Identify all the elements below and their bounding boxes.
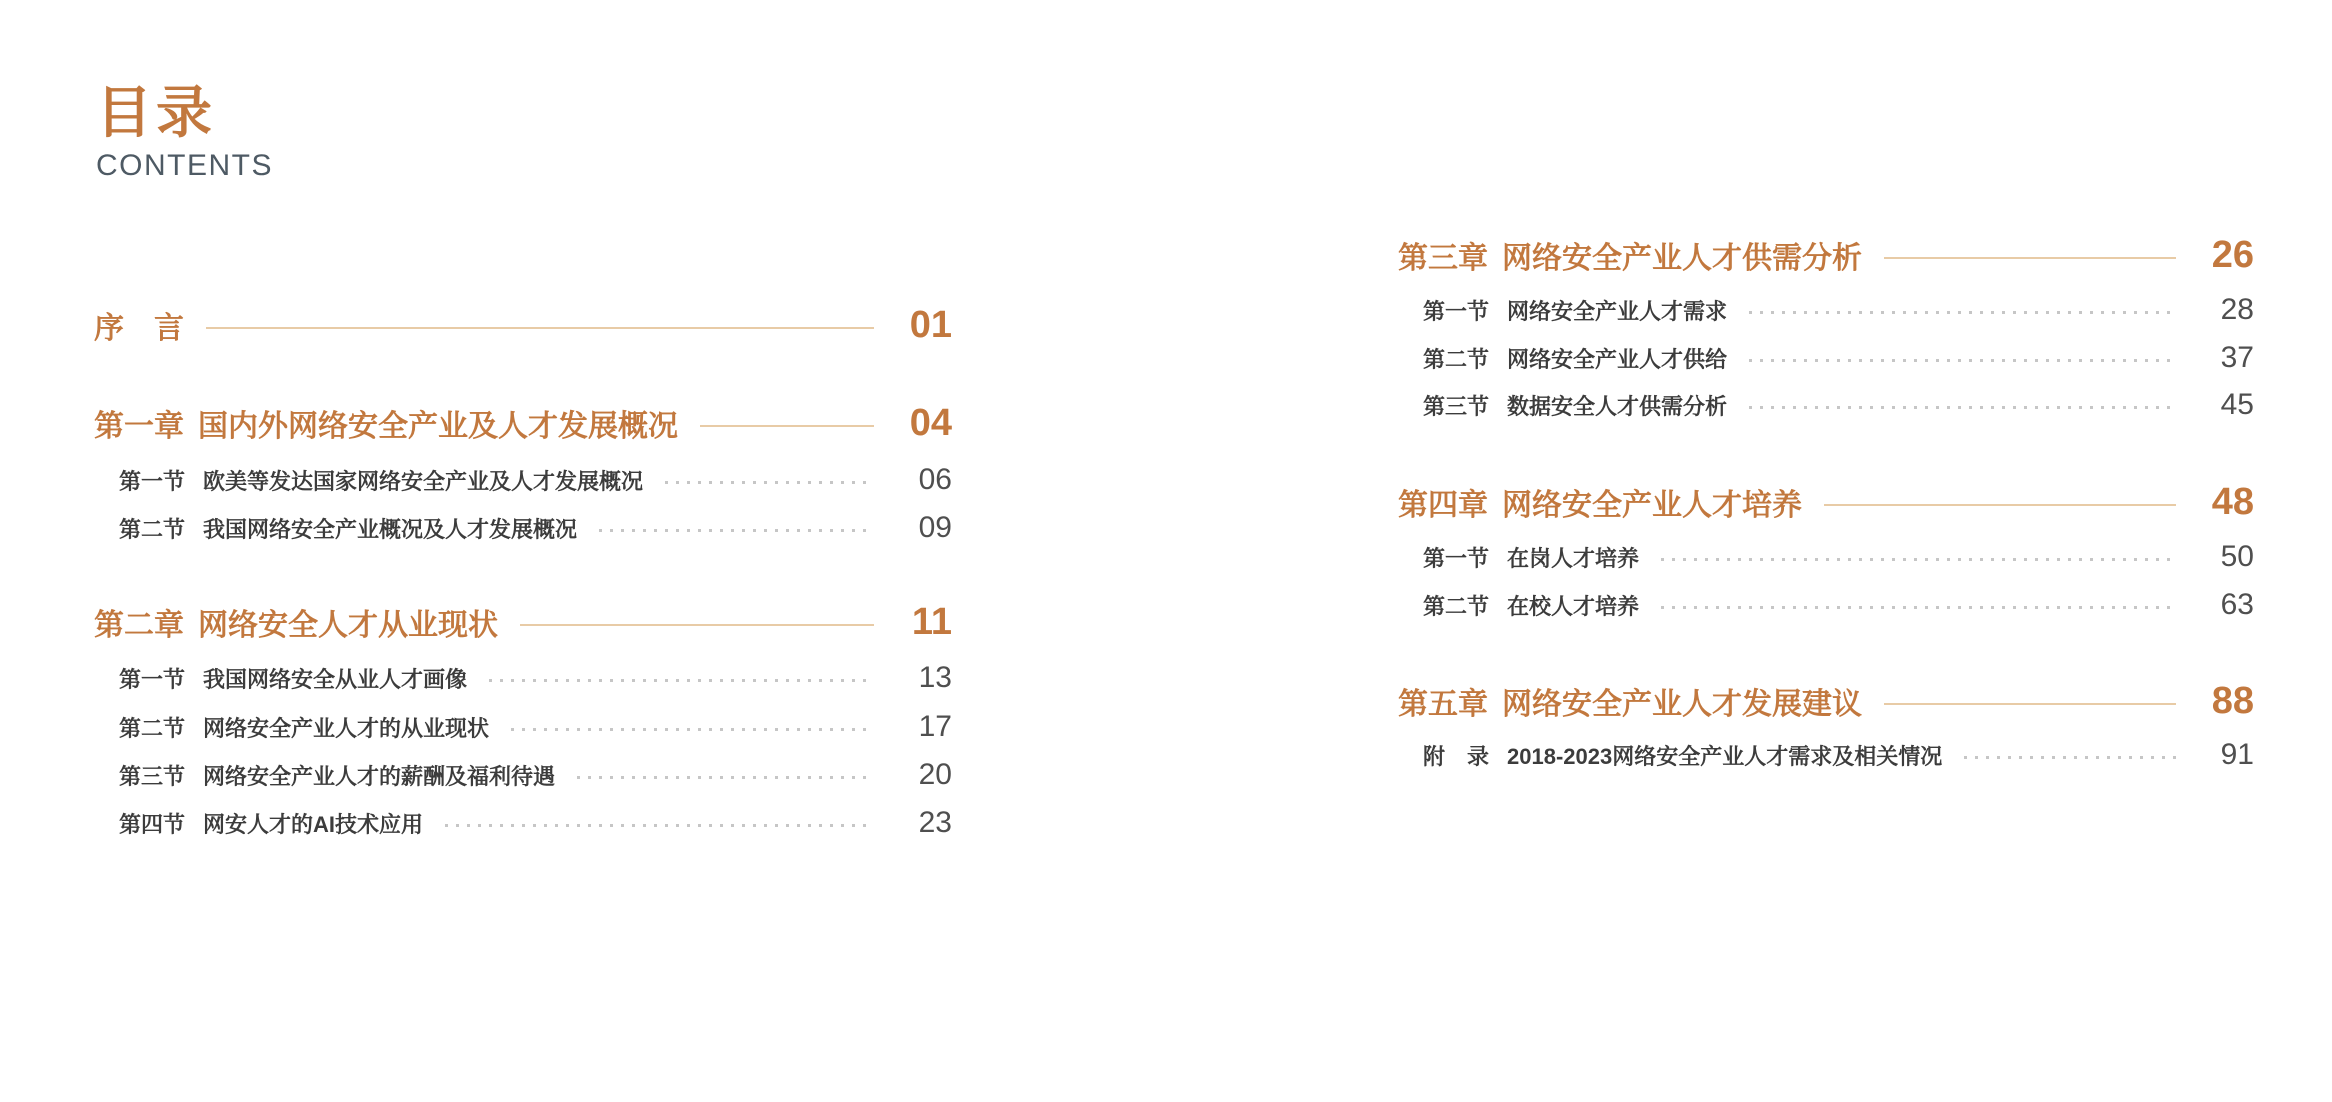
toc-entry-ch3-sec3[interactable] [1423, 388, 2254, 422]
chapter-label: 第三章 [1398, 242, 1488, 275]
section-title: 网络安全产业人才的从业现状 [203, 715, 490, 741]
chapter-label: 第五章 [1398, 688, 1488, 721]
section-label: 第三节 [119, 763, 186, 789]
leader-line [206, 327, 874, 329]
toc-entry-ch1-sec2[interactable] [119, 511, 952, 545]
chapter-title: 网络安全产业人才供需分析 [1502, 242, 1862, 275]
dot-leader [1661, 606, 2176, 609]
page-number: 23 [918, 806, 952, 839]
dot-leader [1749, 406, 2176, 409]
toc-entry-ch4-sec2[interactable] [1423, 588, 2254, 622]
leader-line [1884, 257, 2176, 259]
dot-leader [445, 824, 874, 827]
section-title: 数据安全人才供需分析 [1507, 393, 1728, 419]
toc-entry-chapter4[interactable] [1398, 480, 2254, 524]
section-title: 我国网络安全从业人才画像 [203, 666, 468, 692]
page-number: 48 [2211, 480, 2254, 523]
dot-leader [665, 481, 874, 484]
section-label: 第二节 [1423, 346, 1490, 372]
page-number: 17 [918, 710, 952, 743]
leader-line [1884, 703, 2176, 705]
toc-entry-ch2-sec3[interactable] [119, 758, 952, 792]
chapter-label: 序 言 [94, 312, 184, 345]
page-number: 20 [918, 758, 952, 791]
dot-leader [1749, 359, 2176, 362]
section-label: 第三节 [1423, 393, 1490, 419]
page-number: 26 [2211, 233, 2254, 276]
page-number: 09 [918, 511, 952, 544]
page-number: 45 [2220, 388, 2254, 421]
page-subtitle: CONTENTS [96, 148, 273, 182]
section-title: 欧美等发达国家网络安全产业及人才发展概况 [203, 468, 644, 494]
page-number: 50 [2220, 540, 2254, 573]
section-label: 第四节 [119, 811, 186, 837]
toc-entry-ch1-sec1[interactable] [119, 463, 952, 497]
toc-entry-chapter1[interactable] [94, 401, 952, 445]
leader-line [520, 624, 874, 626]
section-title: 我国网络安全产业概况及人才发展概况 [203, 516, 578, 542]
chapter-title: 网络安全产业人才培养 [1502, 489, 1802, 522]
toc-entry-appendix[interactable] [1423, 738, 2254, 772]
chapter-label: 第四章 [1398, 489, 1488, 522]
leader-line [1824, 504, 2176, 506]
page-number: 11 [911, 600, 952, 643]
toc-entry-ch2-sec1[interactable] [119, 661, 952, 695]
section-title: 网络安全产业人才供给 [1507, 346, 1728, 372]
toc-entry-chapter2[interactable] [94, 600, 952, 644]
section-label: 第一节 [119, 468, 186, 494]
page-number: 01 [909, 303, 952, 346]
page-number: 04 [909, 401, 952, 444]
page-number: 37 [2220, 341, 2254, 374]
toc-column-right [1398, 0, 2254, 1102]
toc-column-left [94, 0, 952, 1102]
section-label: 第二节 [119, 516, 186, 542]
toc-entry-chapter3[interactable] [1398, 233, 2254, 277]
toc-entry-preface[interactable] [94, 303, 952, 347]
chapter-title: 网络安全产业人才发展建议 [1502, 688, 1862, 721]
section-title: 网安人才的AI技术应用 [203, 811, 424, 837]
page-number: 28 [2220, 293, 2254, 326]
page-number: 91 [2220, 738, 2254, 771]
dot-leader [577, 776, 874, 779]
dot-leader [489, 679, 874, 682]
section-label: 附 录 [1423, 743, 1490, 769]
section-title: 在岗人才培养 [1507, 545, 1640, 571]
dot-leader [599, 529, 874, 532]
dot-leader [1964, 756, 2176, 759]
chapter-title: 国内外网络安全产业及人才发展概况 [198, 410, 678, 443]
toc-entry-ch3-sec1[interactable] [1423, 293, 2254, 327]
section-title: 网络安全产业人才的薪酬及福利待遇 [203, 763, 556, 789]
chapter-label: 第二章 [94, 609, 184, 642]
page-number: 06 [918, 463, 952, 496]
page-number: 88 [2211, 679, 2254, 722]
section-title: 在校人才培养 [1507, 593, 1640, 619]
toc-entry-ch2-sec2[interactable] [119, 710, 952, 744]
section-label: 第一节 [1423, 298, 1490, 324]
section-label: 第二节 [1423, 593, 1490, 619]
section-title: 网络安全产业人才需求 [1507, 298, 1728, 324]
toc-entry-ch3-sec2[interactable] [1423, 341, 2254, 375]
toc-entry-chapter5[interactable] [1398, 679, 2254, 723]
toc-entry-ch4-sec1[interactable] [1423, 540, 2254, 574]
dot-leader [1661, 558, 2176, 561]
chapter-title: 网络安全人才从业现状 [198, 609, 498, 642]
chapter-label: 第一章 [94, 410, 184, 443]
leader-line [700, 425, 874, 427]
section-label: 第一节 [119, 666, 186, 692]
section-label: 第二节 [119, 715, 186, 741]
toc-entry-ch2-sec4[interactable] [119, 806, 952, 840]
page-number: 13 [918, 661, 952, 694]
dot-leader [1749, 311, 2176, 314]
dot-leader [511, 728, 874, 731]
page-title: 目录 [96, 81, 216, 144]
page-number: 63 [2220, 588, 2254, 621]
section-label: 第一节 [1423, 545, 1490, 571]
section-title: 2018-2023网络安全产业人才需求及相关情况 [1507, 743, 1943, 769]
